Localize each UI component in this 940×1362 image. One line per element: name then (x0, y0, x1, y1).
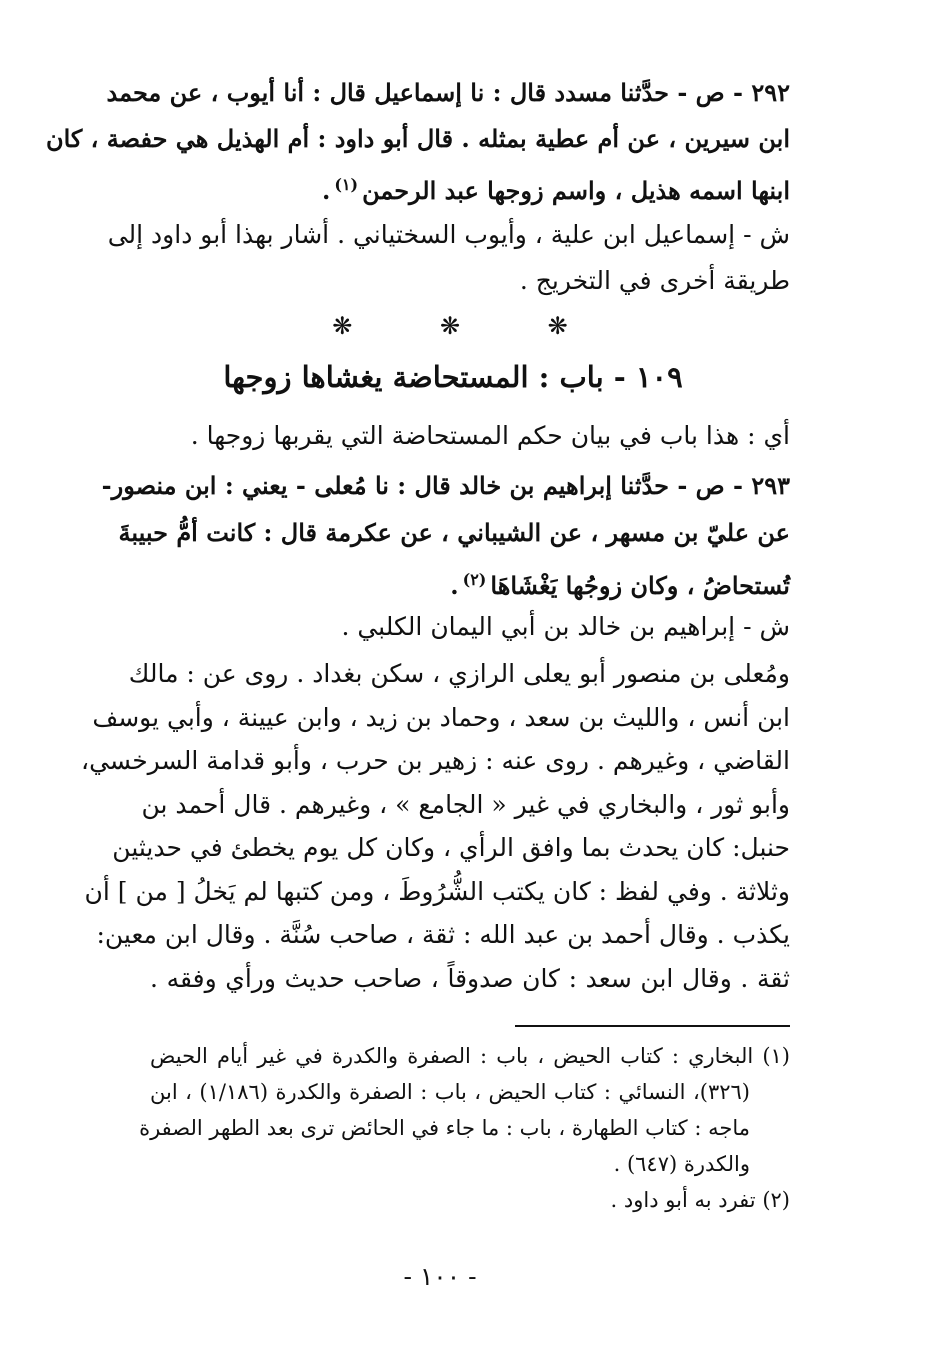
section-separator: ❋ ❋ ❋ (332, 312, 608, 340)
biography-line: وثلاثة . وفي لفظ : كان يكتب الشُّرُوطَ ، ومن كتبها لم يَخلُ [ من ] أن (84, 876, 790, 906)
hadith-292-line-text: ابنها اسمه هذيل ، واسم زوجها عبد الرحمن (362, 176, 790, 205)
hadith-292-line: ٢٩٢ - ص - حدَّثنا مسدد قال : نا إسماعيل قال : أنا أيوب ، عن محمد (106, 78, 790, 107)
sharh-292-line: ش - إسماعيل ابن علية ، وأيوب السختياني . أشار بهذا أبو داود إلى (107, 220, 790, 249)
hadith-293 (101, 462, 790, 609)
hadith-293-line (150, 556, 790, 609)
chapter-intro-line: أي : هذا باب في بيان حكم المستحاضة التي يقربها زوجها . (190, 421, 790, 450)
sharh-293-line: ش - إبراهيم بن خالد بن أبي اليمان الكلبي . (341, 612, 790, 641)
hadith-292-end: . (321, 176, 331, 205)
footnote-line: (١) البخاري : كتاب الحيض ، باب : الصفرة والكدرة في غير أيام الحيض (150, 1044, 790, 1068)
biography-line: القاضي ، وغيرهم . روى عنه : زهير بن حرب ، وأبو قدامة السرخسي، (81, 746, 790, 775)
footnote-line: ماجه : كتاب الطهارة ، باب : ما جاء في الحائض ترى بعد الطهر الصفرة (139, 1116, 750, 1140)
chapter-title: ١٠٩ - باب : المستحاضة يغشاها زوجها (223, 360, 683, 394)
narrator-biography (81, 652, 790, 1000)
hadith-292-line (150, 162, 790, 214)
biography-line: حنبل: كان يحدث بما وافق الرأي ، وكان كل يوم يخطئ في حديثين (112, 833, 790, 862)
hadith-293-line-text: تُستحاضُ ، وكان زوجُها يَغْشَاهَا (490, 571, 790, 600)
footnote-line: (٢) تفرد به أبو داود . (610, 1188, 790, 1212)
page-number: - ١٠٠ - (403, 1262, 477, 1291)
footnote-divider (515, 1025, 790, 1027)
biography-line: وأبو ثور ، والبخاري في غير « الجامع » ، وغيرهم . قال أحمد بن (141, 789, 790, 819)
sharh-292 (107, 212, 790, 304)
hadith-293-line: ٢٩٣ - ص - حدَّثنا إبراهيم بن خالد قال : نا مُعلى - يعني : ابن منصور- (101, 471, 790, 500)
footnote-line: والكدرة (٦٤٧) . (613, 1152, 750, 1176)
footnote-ref-1: (١) (334, 175, 359, 194)
hadith-293-end: . (450, 571, 459, 600)
hadith-292 (45, 70, 790, 214)
chapter-intro (150, 416, 790, 456)
biography-line: ابن أنس ، والليث بن سعد ، وحماد بن زيد ، وابن عيينة ، وأبي يوسف (92, 702, 790, 732)
hadith-292-line: ابن سيرين ، عن أم عطية بمثله . قال أبو داود : أم الهذيل هي حفصة ، كان (45, 124, 790, 153)
sharh-292-line: طريقة أخرى في التخريج . (519, 266, 790, 295)
footnote-ref-2: (٢) (462, 570, 487, 589)
biography-line: ومُعلى بن منصور أبو يعلى الرازي ، سكن بغداد . روى عن : مالك (128, 659, 790, 688)
footnotes (139, 1038, 790, 1218)
biography-line: ثقة . وقال ابن سعد : كان صدوقاً ، صاحب حديث ورأي وفقه . (150, 963, 790, 993)
hadith-293-line: عن عليّ بن مسهر ، عن الشيباني ، عن عكرمة قال : كانت أمُّ حبيبةَ (118, 518, 790, 547)
sharh-293 (150, 604, 790, 650)
footnote-line: (٣٢٦)، النسائي : كتاب الحيض ، باب : الصفرة والكدرة (١/١٨٦) ، ابن (150, 1080, 750, 1104)
biography-line: يكذب . وقال أحمد بن عبد الله : ثقة ، صاحب سُنَّة . وقال ابن معين: (96, 920, 790, 949)
